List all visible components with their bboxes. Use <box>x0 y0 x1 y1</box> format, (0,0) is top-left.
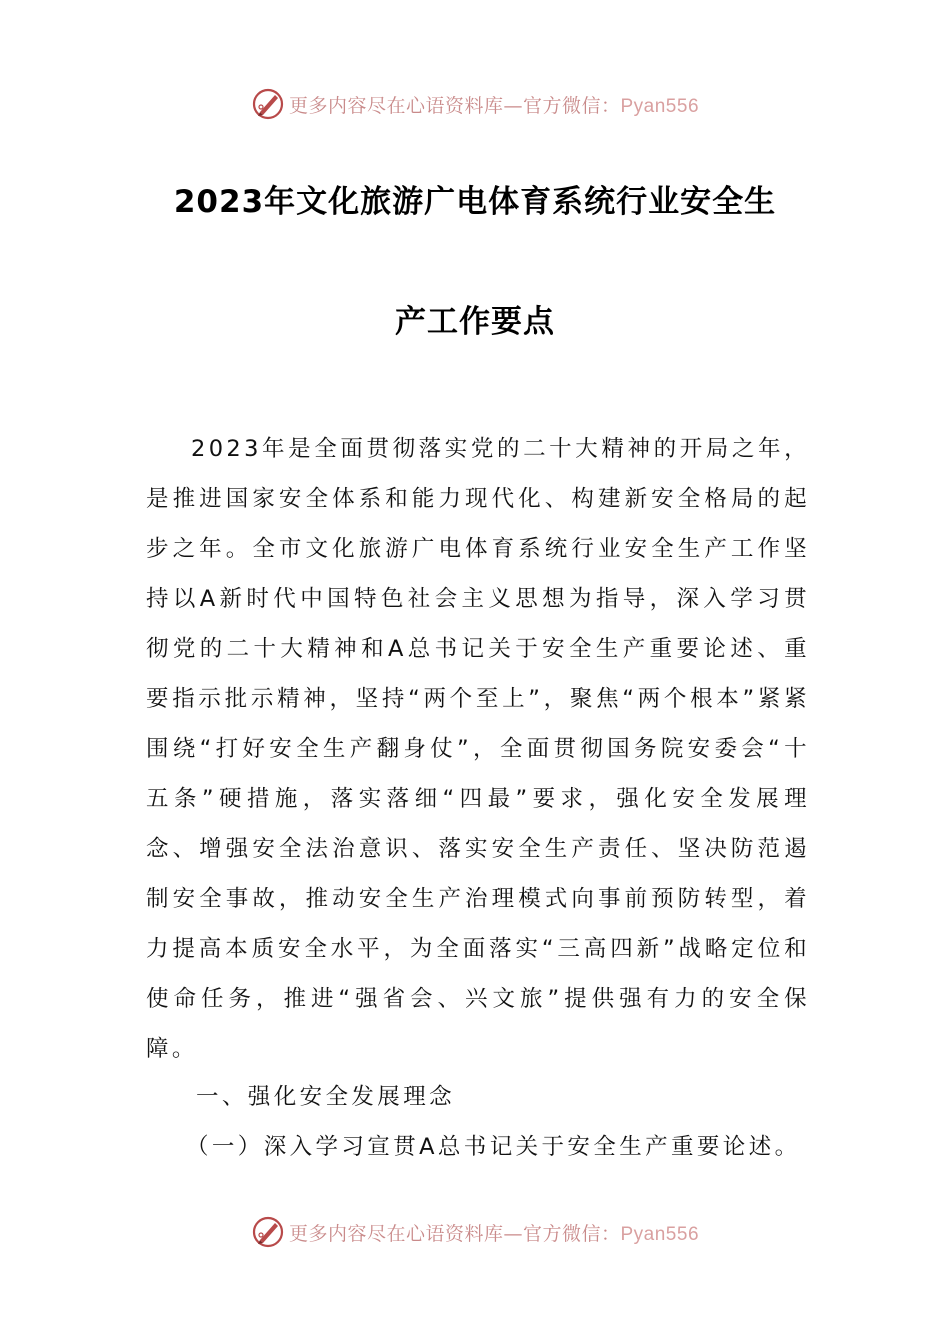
watermark-wechat-id: Pyan556 <box>620 1223 700 1245</box>
subsection-heading-1: （一）深入学习宣贯A总书记关于安全生产重要论述。 <box>186 1134 801 1160</box>
intro-paragraph: 2023年是全面贯彻落实党的二十大精神的开局之年，是推进国家安全体系和能力现代化、构建新安全格局的起步之年。全市文化旅游广电体育系统行业安全生产工作坚持以A新时代中国特色社会主义思想为指导，深入学习贯彻党的二十大精神和A总书记关于安全生产重要论述、重要指示批示精神，坚持“两个至上”，聚焦“两个根本”紧紧围绕“打好安全生产翻身仗”，全面贯彻国务院安委会“十五条”硬措施，落实落细“四最”要求，强化安全发展理念、增强安全法治意识、落实安全生产责任、坚决防范遏制安全事故，推动安全生产治理模式向事前预防转型，着力提高本质安全水平，为全面落实“三高四新”战略定位和使命任务，推进“强省会、兴文旅”提供强有力的安全保障。 <box>146 436 810 1062</box>
pen-logo-icon <box>251 87 285 121</box>
document-body <box>146 424 810 1074</box>
watermark-text: 更多内容尽在心语资料库—官方微信：Pyan556 <box>288 1222 700 1245</box>
document-title-line1: 2023年文化旅游广电体育系统行业安全生 <box>173 184 777 220</box>
watermark-wechat-id: Pyan556 <box>620 95 700 117</box>
watermark-top <box>0 84 950 124</box>
watermark-text: 更多内容尽在心语资料库—官方微信：Pyan556 <box>288 94 700 117</box>
watermark-bottom <box>0 1212 950 1252</box>
document-title-line2: 产工作要点 <box>395 304 555 340</box>
pen-logo-icon <box>251 1215 285 1249</box>
section-heading-1: 一、强化安全发展理念 <box>196 1084 456 1110</box>
